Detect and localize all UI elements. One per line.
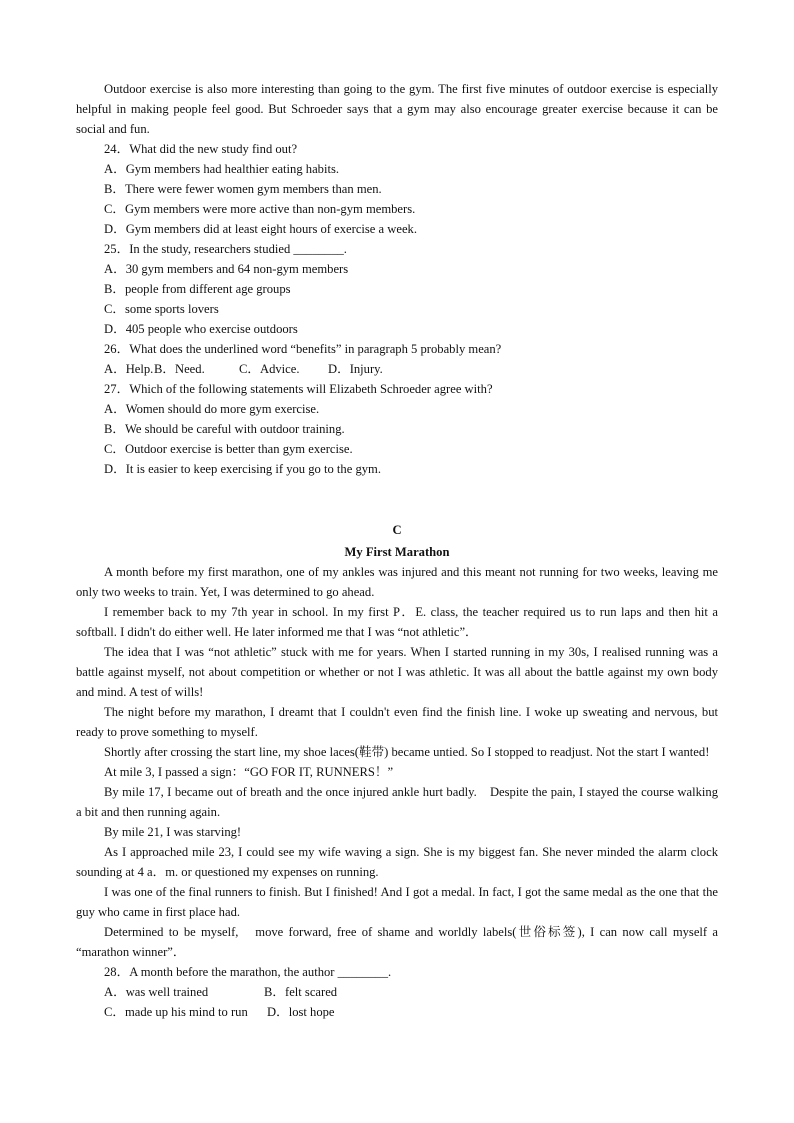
passage-title: My First Marathon (344, 545, 450, 559)
section-spacer (76, 479, 718, 520)
question-27 (76, 379, 718, 479)
passage-paragraph: A month before my first marathon, one of my ankles was injured and this meant not running for two weeks, leaving me only two weeks to train. Yet, I was determined to go ahead. (76, 565, 718, 599)
option-d: D．Injury. (328, 362, 383, 376)
question-stem: 28．A month before the marathon, the author ________. (104, 965, 392, 979)
option-b: B．people from different age groups (104, 282, 291, 296)
question-stem: 24．What did the new study find out? (104, 142, 298, 156)
option-a: A．Help. (104, 362, 154, 376)
passage-body (76, 562, 718, 962)
option-row (76, 982, 718, 1002)
passage-paragraph: By mile 17, I became out of breath and the once injured ankle hurt badly. Despite the pain, I stayed the course walking a bit and then running again. (76, 785, 718, 819)
section-letter: C (392, 523, 402, 537)
option-c: C．some sports lovers (104, 302, 219, 316)
question-26 (76, 339, 718, 379)
option-d: D．Gym members did at least eight hours of exercise a week. (104, 222, 417, 236)
question-25 (76, 239, 718, 339)
question-stem: 25．In the study, researchers studied ________. (104, 242, 347, 256)
passage-paragraph: I was one of the final runners to finish. But I finished! And I got a medal. In fact, I got the same medal as the one that the guy who came in first place had. (76, 885, 718, 919)
option-b: B．felt scared (264, 985, 338, 999)
passage-paragraph: The idea that I was “not athletic” stuck with me for years. When I started running in my 30s, I realised running was a battle against myself, not about competition or whether or not I was athletic. It was all about the battle against my own body and mind. A test of wills! (76, 645, 718, 699)
option-a: A．30 gym members and 64 non-gym members (104, 262, 349, 276)
document-page (76, 79, 718, 1022)
question-stem: 27．Which of the following statements will Elizabeth Schroeder agree with? (104, 382, 493, 396)
option-a: A．Women should do more gym exercise. (104, 402, 320, 416)
intro-paragraph: Outdoor exercise is also more interesting than going to the gym. The first five minutes of outdoor exercise is especially helpful in making people feel good. But Schroeder says that a gym may also encourage greater exercise because it can be social and fun. (76, 82, 718, 136)
option-d: D．lost hope (267, 1005, 335, 1019)
option-c: C．Advice. (239, 362, 300, 376)
passage-paragraph: Determined to be myself, move forward, free of shame and worldly labels(世俗标签), I can now call myself a “marathon winner”． (76, 925, 718, 959)
passage-paragraph: As I approached mile 23, I could see my wife waving a sign. She is my biggest fan. She never minded the alarm clock sounding at 4 a．m. or questioned my expenses on running. (76, 845, 718, 879)
option-d: D．405 people who exercise outdoors (104, 322, 298, 336)
passage-paragraph: By mile 21, I was starving! (104, 825, 242, 839)
passage-paragraph: Shortly after crossing the start line, my shoe laces(鞋带) became untied. So I stopped to readjust. Not the start I wanted! (104, 745, 710, 759)
passage-paragraph: The night before my marathon, I dreamt that I couldn't even find the finish line. I woke up sweating and nervous, but ready to prove something to myself. (76, 705, 718, 739)
question-stem: 26．What does the underlined word “benefits” in paragraph 5 probably mean? (104, 342, 502, 356)
option-d: D．It is easier to keep exercising if you go to the gym. (104, 462, 381, 476)
option-b: B．We should be careful with outdoor training. (104, 422, 345, 436)
question-28 (76, 962, 718, 1022)
question-24 (76, 139, 718, 239)
option-row (76, 1002, 718, 1022)
passage-paragraph: I remember back to my 7th year in school. In my first P．E. class, the teacher required us to run laps and then hit a softball. I didn't do either well. He later informed me that I was “not athletic”． (76, 605, 718, 639)
passage-paragraph: At mile 3, I passed a sign：“GO FOR IT, RUNNERS！” (104, 765, 394, 779)
option-c: C．Gym members were more active than non-gym members. (104, 202, 416, 216)
option-b: B．There were fewer women gym members than men. (104, 182, 382, 196)
option-b: B．Need. (154, 362, 205, 376)
option-a: A．Gym members had healthier eating habits. (104, 162, 340, 176)
option-c: C．Outdoor exercise is better than gym exercise. (104, 442, 353, 456)
option-a: A．was well trained (104, 985, 209, 999)
inline-options (76, 359, 718, 379)
option-c: C．made up his mind to run (104, 1005, 248, 1019)
